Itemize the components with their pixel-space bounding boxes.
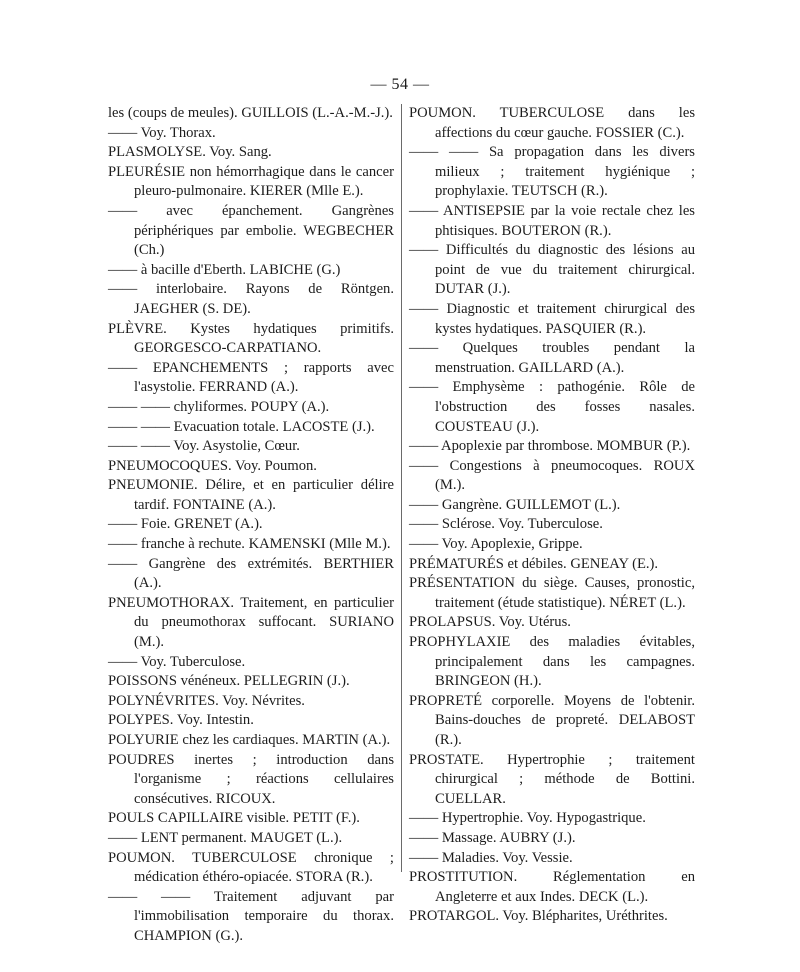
index-entry: POUMON. TUBERCULOSE dans les affections du cœur gauche. FOSSIER (C.). [409, 105, 695, 141]
index-entry: —— Diagnostic et traitement chirurgical des kystes hydatiques. PASQUIER (R.). [409, 300, 695, 337]
index-entry: POISSONS vénéneux. PELLEGRIN (J.). [108, 673, 350, 690]
index-entry: —— Apoplexie par thrombose. MOMBUR (P.). [409, 438, 691, 455]
index-entry: —— Voy. Apoplexie, Grippe. [409, 536, 583, 553]
index-entry: PRÉSENTATION du siège. Causes, pronostic, traitement (étude statistique). NÉRET (L.). [409, 575, 695, 611]
index-entry: —— Quelques troubles pendant la menstruation. GAILLARD (A.). [409, 340, 695, 376]
index-entry: POLYPES. Voy. Intestin. [108, 712, 254, 729]
index-entry: PRÉMATURÉS et débiles. GENEAY (E.). [409, 555, 659, 572]
index-entry: —— Emphysème : pathogénie. Rôle de l'obstruction des fosses nasales. COUSTEAU (J.). [409, 379, 695, 435]
index-entry: —— —— Evacuation totale. LACOSTE (J.). [108, 418, 375, 435]
index-entry: —— Voy. Tuberculose. [108, 653, 246, 670]
index-entry: PROSTITUTION. Réglementation en Angleterre et aux Indes. DECK (L.). [409, 869, 695, 905]
index-entry: —— Maladies. Voy. Vessie. [409, 849, 573, 866]
index-entry: POULS CAPILLAIRE visible. PETIT (F.). [108, 810, 360, 827]
index-entry: PROLAPSUS. Voy. Utérus. [409, 614, 571, 631]
index-entry: —— Difficultés du diagnostic des lésions au point de vue du traitement chirurgical. DUTAR (J.). [409, 242, 695, 298]
index-entry: PROPRETÉ corporelle. Moyens de l'obtenir. Bains-douches de propreté. DELABOST (R.). [409, 692, 695, 748]
index-entry: PNEUMOTHORAX. Traitement, en particulier du pneumothorax suffocant. SURIANO (M.). [108, 594, 394, 651]
index-entry: POUMON. TUBERCULOSE chronique ; médication éthéro-opiacée. STORA (R.). [108, 849, 394, 886]
index-entry: —— avec épanchement. Gangrènes périphériques par embolie. WEGBECHER (Ch.) [108, 202, 394, 259]
index-entry: —— Sclérose. Voy. Tuberculose. [409, 516, 603, 533]
index-entry: PROPHYLAXIE des maladies évitables, principalement dans les campagnes. BRINGEON (H.). [409, 634, 695, 690]
index-entry: PROSTATE. Hypertrophie ; traitement chirurgical ; méthode de Bottini. CUELLAR. [409, 751, 695, 807]
index-entry: —— interlobaire. Rayons de Röntgen. JAEGHER (S. DE). [108, 281, 394, 317]
index-entry: —— à bacille d'Eberth. LABICHE (G.) [108, 261, 341, 278]
index-entry: —— Voy. Thorax. [108, 124, 216, 141]
page-number: — 54 — [370, 76, 430, 93]
index-entry: —— franche à rechute. KAMENSKI (Mlle M.). [108, 536, 391, 553]
index-entry: —— Gangrène des extrémités. BERTHIER (A.). [108, 555, 394, 592]
index-entry: PLÈVRE. Kystes hydatiques primitifs. GEORGESCO-CARPATIANO. [108, 320, 394, 357]
index-entry: —— EPANCHEMENTS ; rapports avec l'asystolie. FERRAND (A.). [108, 359, 394, 396]
index-entry: —— —— Traitement adjuvant par l'immobilisation temporaire du thorax. CHAMPION (G.). [108, 888, 394, 944]
index-entry: PLASMOLYSE. Voy. Sang. [108, 144, 272, 161]
index-entry: PNEUMONIE. Délire, et en particulier délire tardif. FONTAINE (A.). [108, 477, 394, 513]
index-entry: POLYURIE chez les cardiaques. MARTIN (A.). [108, 732, 391, 748]
index-entry: —— Hypertrophie. Voy. Hypogastrique. [409, 810, 646, 827]
index-entry: POUDRES inertes ; introduction dans l'organisme ; réactions cellulaires consécutives. RICOUX. [108, 751, 394, 807]
index-entry: POLYNÉVRITES. Voy. Névrites. [108, 692, 305, 709]
index-entry: —— —— Voy. Asystolie, Cœur. [108, 438, 300, 455]
index-entry: PROTARGOL. Voy. Blépharites, Uréthrites. [409, 908, 668, 925]
right-column [409, 104, 695, 927]
index-entry: PNEUMOCOQUES. Voy. Poumon. [108, 457, 317, 474]
index-entry: —— —— Sa propagation dans les divers milieux ; traitement hygiénique ; prophylaxie. TEUTSCH (R.). [409, 144, 695, 200]
column-divider [401, 104, 402, 872]
index-entry: —— Congestions à pneumocoques. ROUX (M.). [409, 457, 695, 494]
index-entry: —— Foie. GRENET (A.). [108, 516, 263, 533]
index-entry: —— ANTISEPSIE par la voie rectale chez les phtisiques. BOUTERON (R.). [409, 202, 695, 239]
index-entry: —— —— chyliformes. POUPY (A.). [108, 398, 330, 415]
left-column [108, 104, 394, 947]
index-entry: PLEURÉSIE non hémorrhagique dans le cancer pleuro-pulmonaire. KIERER (Mlle E.). [108, 163, 394, 200]
index-entry: —— Massage. AUBRY (J.). [409, 829, 576, 846]
index-entry: —— LENT permanent. MAUGET (L.). [108, 829, 343, 846]
index-entry: —— Gangrène. GUILLEMOT (L.). [409, 496, 621, 513]
index-entry: les (coups de meules). GUILLOIS (L.-A.-M.-J.). [108, 105, 393, 121]
